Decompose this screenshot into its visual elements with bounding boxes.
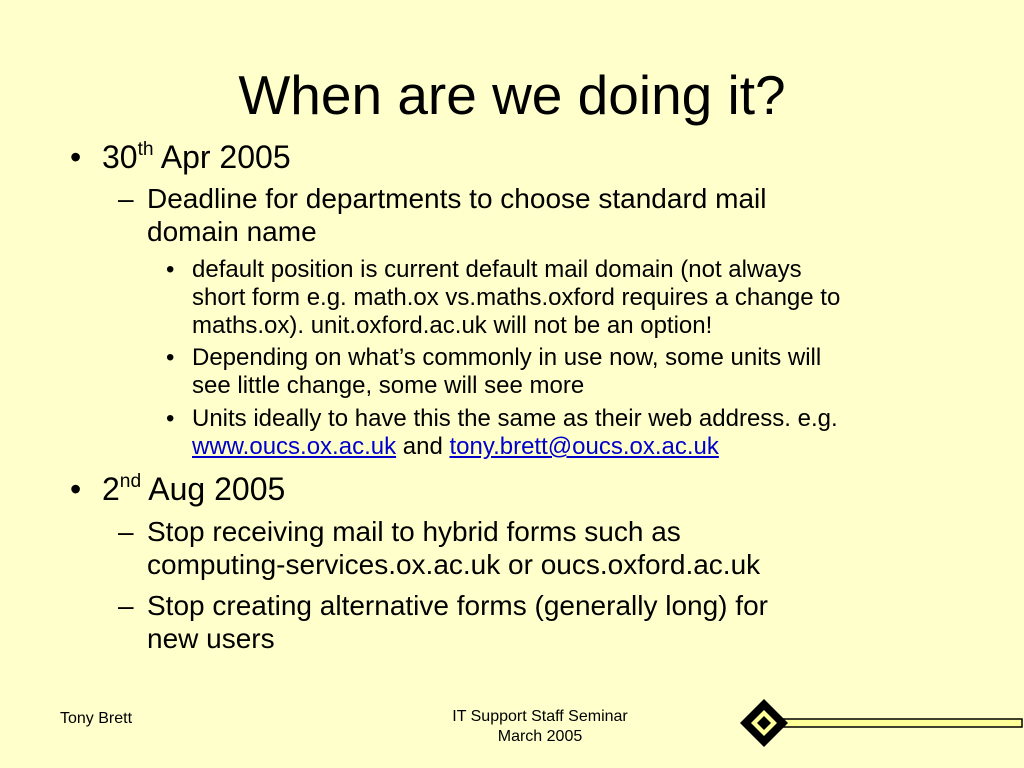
footer-author: Tony Brett bbox=[60, 710, 133, 727]
detail-line: default position is current default mail domain (not always bbox=[192, 256, 802, 283]
email-address-link[interactable]: tony.brett@oucs.ox.ac.uk bbox=[449, 433, 719, 460]
section-date-2: 2nd Aug 2005 bbox=[102, 470, 286, 507]
bullet-dot: • bbox=[70, 139, 82, 175]
web-address-link[interactable]: www.oucs.ox.ac.uk bbox=[192, 433, 397, 460]
dash-marker: – bbox=[118, 516, 134, 547]
bullet-dot: • bbox=[166, 405, 175, 432]
sub-item-line: Stop creating alternative forms (generally long) for bbox=[147, 590, 768, 621]
detail-line: short form e.g. math.ox vs.maths.oxford requires a change to bbox=[192, 284, 841, 311]
sub-item-line: domain name bbox=[147, 216, 317, 247]
sub-item-line: Deadline for departments to choose standard mail bbox=[147, 183, 767, 214]
detail-link-line: www.oucs.ox.ac.uk and tony.brett@oucs.ox.ac.uk bbox=[192, 433, 719, 460]
sub-item-line: computing-services.ox.ac.uk or oucs.oxford.ac.uk bbox=[147, 549, 761, 580]
detail-line: Units ideally to have this the same as their web address. e.g. bbox=[192, 405, 838, 432]
sub-item-line: Stop receiving mail to hybrid forms such as bbox=[147, 516, 681, 547]
section-date-1: 30th Apr 2005 bbox=[102, 138, 291, 175]
detail-line: maths.ox). unit.oxford.ac.uk will not be an option! bbox=[192, 312, 713, 339]
footer-event bbox=[380, 707, 700, 747]
detail-line: Depending on what’s commonly in use now, some units will bbox=[192, 344, 822, 371]
bullet-dot: • bbox=[166, 344, 175, 371]
sub-item-line: new users bbox=[147, 623, 275, 654]
footer-event-date: March 2005 bbox=[497, 728, 583, 745]
bullet-dot: • bbox=[70, 471, 82, 507]
dash-marker: – bbox=[118, 590, 134, 621]
detail-line: see little change, some will see more bbox=[192, 372, 585, 399]
dash-marker: – bbox=[118, 183, 134, 214]
footer-event-title: IT Support Staff Seminar bbox=[452, 708, 628, 725]
bullet-dot: • bbox=[166, 256, 175, 283]
diamond-logo-icon bbox=[736, 697, 1024, 753]
slide-title: When are we doing it? bbox=[238, 64, 786, 126]
